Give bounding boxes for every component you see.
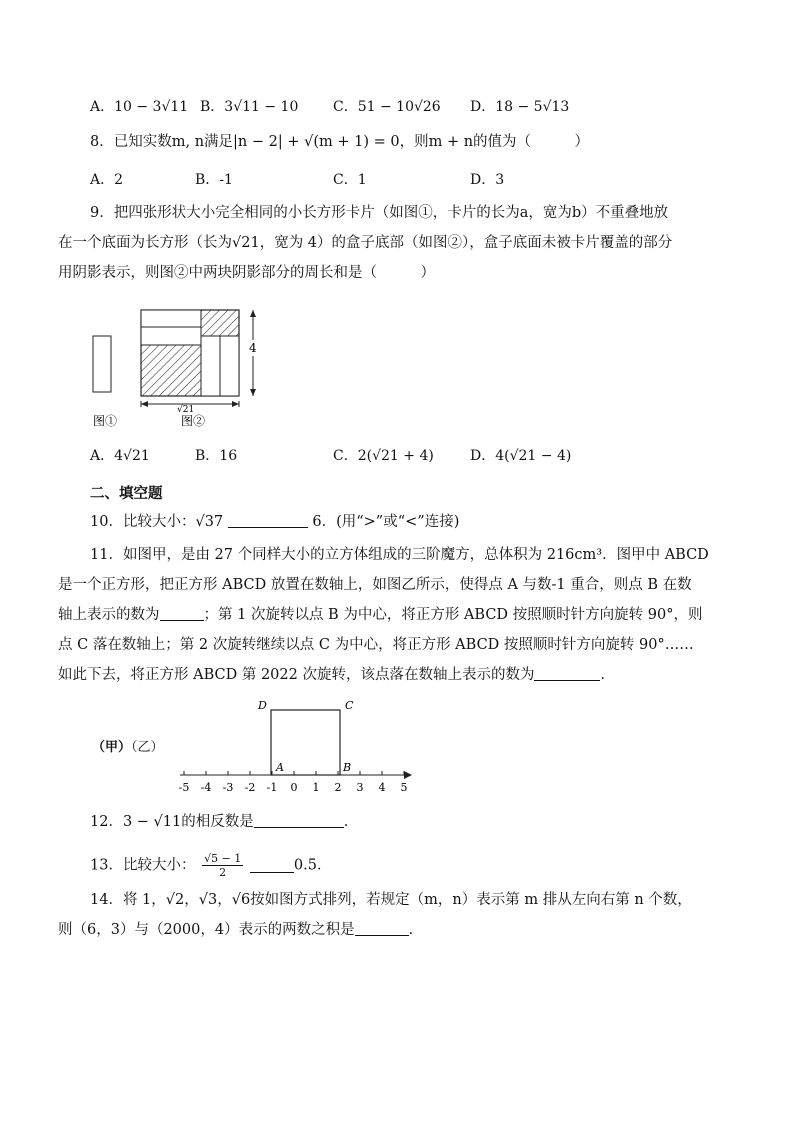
figure-2-label: 图② [181, 414, 206, 428]
figure-1-label: 图① [93, 414, 118, 428]
point-label-c: C [345, 699, 354, 712]
card-vertical-1 [201, 336, 220, 396]
q14-line-2b: ． [408, 922, 424, 938]
point-label-a: A [276, 761, 284, 774]
q11-answer-blank-1[interactable] [160, 606, 204, 621]
q14-line-2a: 则（6，3）与（2000，4）表示的两数之积是 [58, 922, 355, 938]
tick-label: 2 [334, 781, 342, 794]
q11-line-3a: 轴上表示的数为 [58, 607, 160, 623]
q12-answer-blank[interactable] [254, 813, 344, 828]
q11-line-5 [58, 660, 748, 690]
tick-label: 5 [400, 781, 408, 794]
section-heading-fill-in: 二、填空题 [90, 486, 163, 502]
q7-option-d: D．18 − 5√13 [470, 99, 570, 115]
q14-text [58, 885, 748, 945]
q10-prefix: 10．比较大小：√37 [90, 514, 224, 530]
q9-option-a: A．4√21 [90, 448, 150, 464]
tick-label: -4 [200, 781, 212, 794]
q14-line-1: 14．将 1，√2，√3，√6按如图方式排列，若规定（m，n）表示第 m 排从左向右第 n 个数， [90, 892, 692, 908]
q8-text: 8．已知实数m, n满足|n − 2| + √(m + 1) = 0，则m + n的值为（ ） [90, 134, 590, 150]
q8-option-b: B．-1 [195, 172, 233, 188]
shaded-region-top-right [201, 310, 239, 336]
q13-fraction [202, 852, 243, 879]
q7-option-b: B．3√11 − 10 [200, 99, 299, 115]
card-horizontal-1 [141, 310, 201, 327]
q8-option-a: A．2 [90, 172, 124, 188]
q11-line-5b: ． [600, 667, 615, 683]
q11-line-2: 是一个正方形，把正方形 ABCD 放置在数轴上，如图乙所示，使得点 A 与数-1 重合，则点 B 在数 [58, 577, 692, 593]
tick-label: 4 [378, 781, 386, 794]
q11-line-1: 11．如图甲，是由 27 个同样大小的立方体组成的三阶魔方，总体积为 216cm³．图甲中 ABCD [90, 547, 709, 563]
tick-label: -5 [178, 781, 190, 794]
label-jia: （甲） [92, 740, 132, 755]
tick-label: -1 [266, 781, 278, 794]
q12-suffix: ． [343, 814, 359, 830]
number-line-arrow [404, 771, 412, 779]
tick-label: -2 [244, 781, 256, 794]
q11-line-3b: ；第 1 次旋转以点 B 为中心，将正方形 ABCD 按照顺时针方向旋转 90°，则 [203, 607, 703, 623]
point-label-b: B [343, 761, 352, 774]
q11-text [58, 540, 748, 690]
card-vertical-2 [220, 336, 239, 396]
q10-answer-blank[interactable] [228, 513, 308, 528]
shaded-region-bottom-left [141, 345, 201, 396]
q9-line-2: 在一个底面为长方形（长为√21，宽为 4）的盒子底部（如图②），盒子底面未被卡片覆盖的部分 [58, 235, 673, 251]
point-label-d: D [258, 699, 267, 712]
card-figure-1 [93, 336, 111, 392]
q13-suffix: 0.5． [293, 857, 332, 874]
tick-label: 1 [312, 781, 320, 794]
q13-prefix: 13．比较大小： [90, 857, 196, 874]
q7-option-c: C．51 − 10√26 [333, 99, 441, 115]
q11-line-4: 点 C 落在数轴上；第 2 次旋转继续以点 C 为中心，将正方形 ABCD 按照顺时针方向旋转 90°…… [58, 637, 694, 653]
q10-suffix: 6．(用“>”或“<”连接) [312, 514, 460, 530]
q9-option-c: C．2(√21 + 4) [333, 448, 434, 464]
q12-text [90, 812, 358, 832]
q9-text [58, 198, 748, 288]
q8-option-d: D．3 [470, 172, 505, 188]
tick-label: 0 [290, 781, 298, 794]
q7-option-a: A．10 − 3√11 [90, 99, 189, 115]
q9-option-b: B．16 [195, 448, 238, 464]
q11-line-3 [58, 600, 748, 630]
q9-line-3: 用阴影表示，则图②中两块阴影部分的周长和是（ ） [58, 265, 435, 281]
q9-figure [85, 300, 275, 435]
q12-prefix: 12．3 − √11的相反数是 [90, 814, 254, 830]
q14-answer-blank[interactable] [355, 921, 409, 936]
tick-label: 3 [356, 781, 364, 794]
card-horizontal-2 [141, 327, 201, 345]
height-label: 4 [249, 341, 257, 355]
q13-denominator: 2 [219, 866, 227, 879]
label-yi: （乙） [131, 740, 164, 755]
q10-text [90, 512, 459, 532]
q8-option-c: C．1 [333, 172, 367, 188]
q9-line-1: 9．把四张形状大小完全相同的小长方形卡片（如图①，卡片的长为a，宽为b）不重叠地放 [90, 205, 669, 221]
width-label: √21 [177, 405, 195, 415]
q11-answer-blank-2[interactable] [534, 666, 600, 681]
q13-answer-blank[interactable] [250, 858, 294, 873]
q13-text [90, 852, 331, 879]
q11-line-5a: 如此下去，将正方形 ABCD 第 2022 次旋转，该点落在数轴上表示的数为 [58, 667, 535, 683]
tick-label: -3 [222, 781, 234, 794]
q11-number-line-figure [170, 694, 420, 798]
q11-figure-labels [92, 738, 164, 758]
q13-numerator: √5 − 1 [204, 852, 242, 865]
q14-line-2 [58, 915, 748, 945]
q9-option-d: D．4(√21 − 4) [470, 448, 572, 464]
